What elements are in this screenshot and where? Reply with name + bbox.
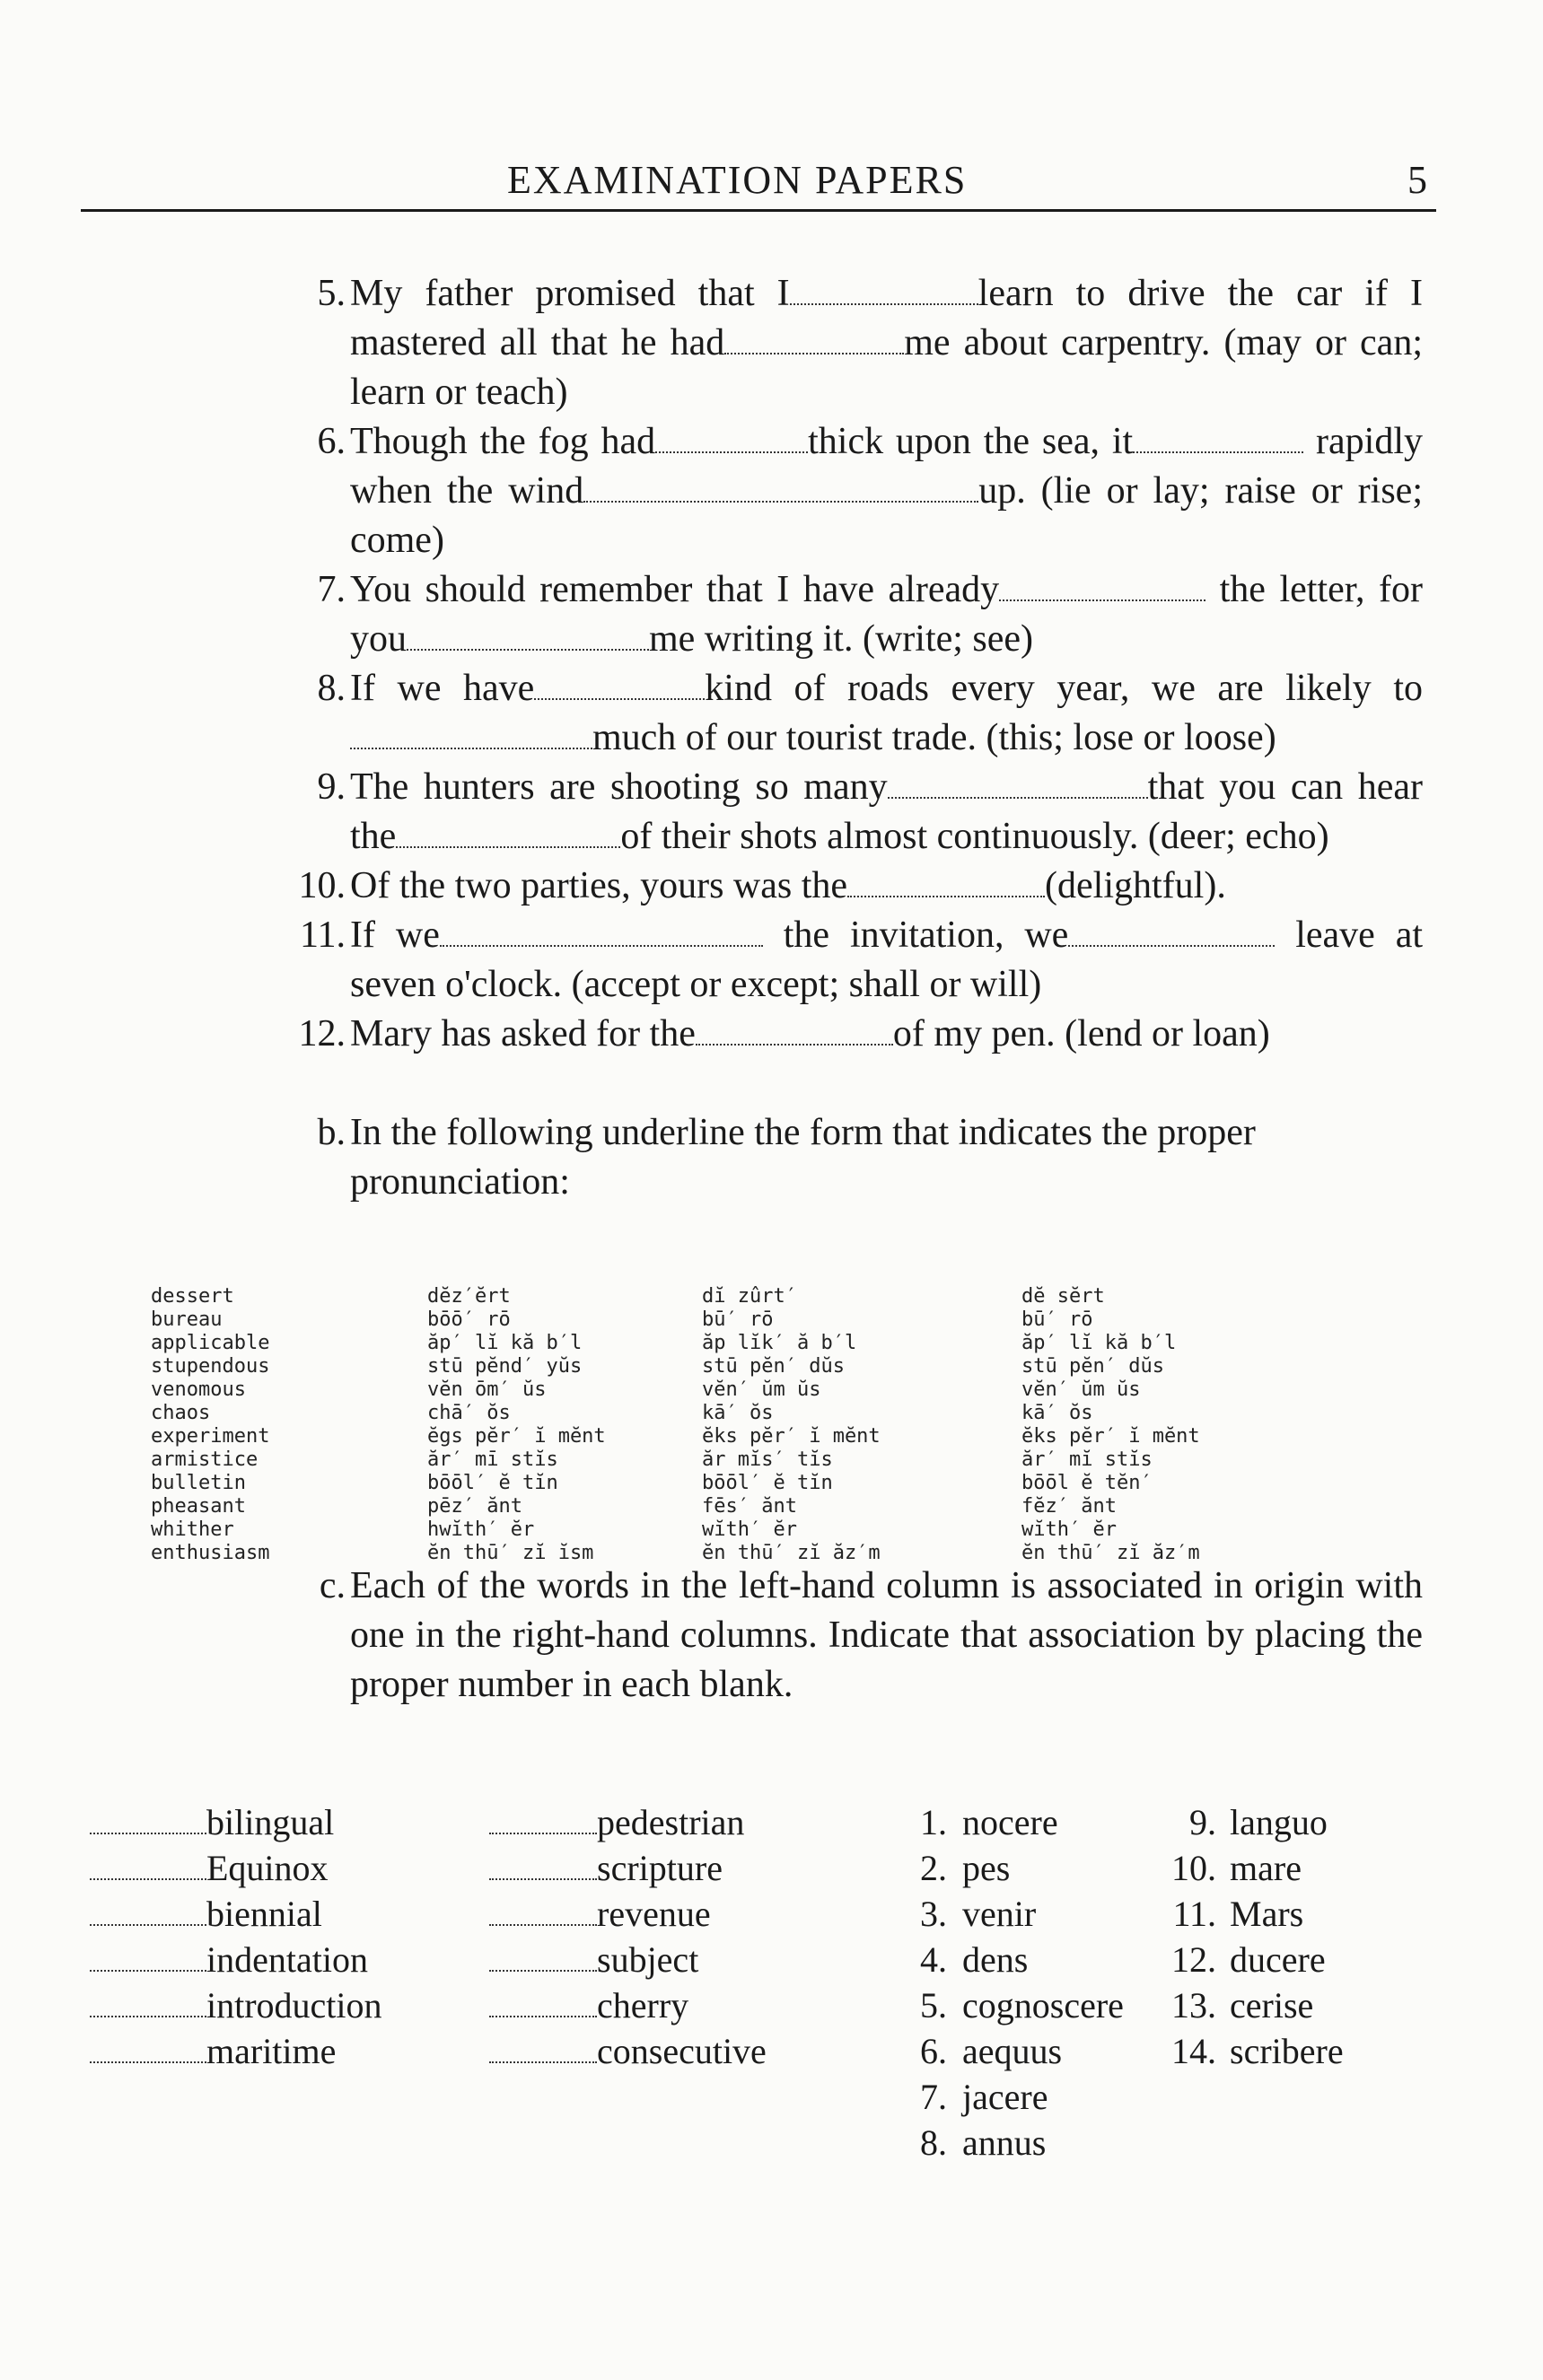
root-word: cerise: [1230, 1985, 1314, 2026]
answer-blank[interactable]: [90, 2061, 206, 2063]
pron-word: venomous: [151, 1378, 246, 1401]
answer-blank[interactable]: [90, 1970, 206, 1972]
header-rule: [81, 209, 1436, 212]
question-number: 9.: [317, 766, 346, 808]
root-number: 13.: [1171, 1985, 1216, 2026]
pron-option[interactable]: bū′ rō: [702, 1308, 774, 1331]
root-number: 12.: [1171, 1939, 1216, 1980]
root-word: jacere: [962, 2077, 1048, 2117]
pron-option[interactable]: bōōl′ ĕ tĭn: [702, 1472, 833, 1494]
question-text: Mary has asked for the: [350, 1013, 696, 1054]
pron-option[interactable]: kā′ ŏs: [1021, 1402, 1093, 1424]
question-text: the invitation, we: [783, 914, 1069, 956]
pron-word: chaos: [151, 1402, 211, 1424]
question-8: [301, 664, 1423, 763]
word-text: maritime: [206, 2031, 337, 2071]
answer-blank[interactable]: [489, 1878, 597, 1880]
word-text: cherry: [597, 1985, 689, 2026]
section-label: b.: [317, 1112, 346, 1153]
question-number: 10.: [298, 865, 346, 906]
root-word: cognoscere: [962, 1985, 1124, 2026]
word-text: revenue: [597, 1894, 711, 1934]
match-row: [90, 1845, 1436, 1891]
word-text: Equinox: [206, 1848, 329, 1888]
pron-option[interactable]: bōōl′ ĕ tĭn: [427, 1472, 558, 1494]
pron-option[interactable]: stū pĕn′ dŭs: [702, 1355, 845, 1378]
root-number: 5.: [920, 1985, 947, 2026]
pron-option[interactable]: fĕz′ ănt: [1021, 1495, 1117, 1518]
question-text: You should remember that I have already: [350, 569, 1000, 610]
question-text: The hunters are shooting so many: [350, 766, 888, 808]
answer-blank[interactable]: [888, 796, 1148, 799]
pron-word: enthusiasm: [151, 1542, 270, 1564]
answer-blank[interactable]: [790, 302, 978, 305]
pronunciation-row: [151, 1308, 1434, 1332]
section-instructions: In the following underline the form that indicates the proper pronunciation:: [350, 1112, 1256, 1203]
left-word: [90, 1845, 329, 1891]
answer-blank[interactable]: [90, 2016, 206, 2017]
root-word: nocere: [962, 1802, 1058, 1842]
word-text: introduction: [206, 1985, 382, 2026]
pron-word: bureau: [151, 1308, 223, 1331]
section-c: [301, 1562, 1423, 1710]
answer-blank[interactable]: [724, 352, 904, 354]
pron-option[interactable]: vĕn ōm′ ŭs: [427, 1378, 547, 1401]
root-number: 1.: [920, 1802, 947, 1842]
pron-option[interactable]: ĕn thū′ zĭ ĭsm: [427, 1542, 594, 1564]
question-number: 8.: [317, 668, 346, 709]
match-row: [90, 2120, 1436, 2166]
answer-blank[interactable]: [489, 1833, 597, 1834]
answer-blank[interactable]: [407, 648, 649, 651]
page-number: 5: [1407, 158, 1427, 202]
word-text: biennial: [206, 1894, 322, 1934]
question-text: up. (lie or lay; raise or rise; come): [350, 470, 1423, 561]
section-b: [301, 1108, 1423, 1207]
section-instructions: Each of the words in the left-hand column is associated in origin with one in the right-hand columns. Indicate that association by placing the proper number in each blank.: [350, 1565, 1423, 1705]
question-number: 7.: [317, 569, 346, 610]
pron-word: pheasant: [151, 1495, 246, 1518]
question-text: Though the fog had: [350, 421, 656, 462]
word-text: pedestrian: [597, 1802, 745, 1842]
middle-word: [489, 1982, 688, 2028]
match-row: [90, 1799, 1436, 1845]
answer-blank[interactable]: [583, 500, 978, 503]
match-row: [90, 1937, 1436, 1982]
answer-blank[interactable]: [1133, 451, 1303, 453]
root-word: mare: [1230, 1848, 1302, 1888]
left-word: [90, 1982, 382, 2028]
answer-blank[interactable]: [489, 2016, 597, 2017]
question-7: [301, 565, 1423, 664]
root-word: languo: [1230, 1802, 1328, 1842]
middle-word: [489, 1799, 744, 1845]
question-9: [301, 763, 1423, 862]
question-text: If we have: [350, 668, 535, 709]
pron-option[interactable]: dĕz′ĕrt: [427, 1285, 511, 1308]
question-text: that you can hear the: [350, 766, 1423, 857]
pron-option[interactable]: ăp′ lĭ kă b′l: [427, 1332, 583, 1354]
pronunciation-table: [151, 1285, 1434, 1565]
pronunciation-row: [151, 1332, 1434, 1355]
root-word: ducere: [1230, 1939, 1326, 1980]
word-text: subject: [597, 1939, 699, 1980]
question-text: of my pen. (lend or loan): [892, 1013, 1270, 1054]
question-text: leave at seven o'clock. (accept or except; shall or will): [350, 914, 1424, 1005]
pron-option[interactable]: pēz′ ănt: [427, 1495, 522, 1518]
answer-blank[interactable]: [90, 1924, 206, 1926]
question-text: If we: [350, 914, 440, 956]
root-number: 6.: [920, 2031, 947, 2071]
pron-option[interactable]: kā′ ŏs: [702, 1402, 774, 1424]
page-header: [81, 157, 1436, 211]
pron-option[interactable]: ăr mĭs′ tĭs: [702, 1448, 833, 1471]
middle-word: [489, 1845, 723, 1891]
question-text: much of our tourist trade. (this; lose or loose): [592, 717, 1276, 758]
pronunciation-row: [151, 1448, 1434, 1472]
question-6: [301, 417, 1423, 565]
pronunciation-row: [151, 1495, 1434, 1518]
question-text: Of the two parties, yours was the: [350, 865, 848, 906]
running-title: EXAMINATION PAPERS: [507, 158, 968, 202]
question-number: 6.: [317, 421, 346, 462]
pron-option[interactable]: vĕn′ ŭm ŭs: [1021, 1378, 1141, 1401]
match-row: [90, 2028, 1436, 2074]
question-number: 11.: [300, 914, 346, 956]
question-12: [298, 1010, 1423, 1059]
answer-blank[interactable]: [350, 747, 592, 749]
question-11: [301, 911, 1423, 1010]
pron-option[interactable]: fēs′ ănt: [702, 1495, 797, 1518]
question-number: 5.: [317, 273, 346, 314]
pronunciation-row: [151, 1285, 1434, 1308]
question-text: me about carpentry. (may or can; learn or teach): [350, 322, 1423, 413]
match-row: [90, 2074, 1436, 2120]
root-word: Mars: [1230, 1894, 1304, 1934]
matching-exercise: [90, 1799, 1436, 2166]
question-text: learn to drive the car if I mastered all that he had: [350, 273, 1423, 363]
answer-blank[interactable]: [90, 1833, 206, 1834]
question-text: me writing it. (write; see): [649, 618, 1034, 660]
pron-option[interactable]: ăp′ lĭ kă b′l: [1021, 1332, 1177, 1354]
pron-option[interactable]: wĭth′ ĕr: [702, 1518, 797, 1541]
pron-option[interactable]: dĭ zûrt′: [702, 1285, 797, 1308]
root-number: 3.: [920, 1894, 947, 1934]
left-word: [90, 1799, 334, 1845]
answer-blank[interactable]: [90, 1878, 206, 1880]
answer-blank[interactable]: [440, 944, 763, 947]
pron-option[interactable]: stū pĕnd′ yŭs: [427, 1355, 583, 1378]
question-text: kind of roads every year, we are likely to: [705, 668, 1424, 709]
answer-blank[interactable]: [489, 1970, 597, 1972]
match-row: [90, 1982, 1436, 2028]
root-word: venir: [962, 1894, 1037, 1934]
root-number: 2.: [920, 1848, 947, 1888]
pron-option[interactable]: bōō′ rō: [427, 1308, 511, 1331]
middle-word: [489, 1937, 698, 1982]
word-text: scripture: [597, 1848, 723, 1888]
pron-word: stupendous: [151, 1355, 270, 1378]
root-word: scribere: [1230, 2031, 1344, 2071]
pron-word: applicable: [151, 1332, 270, 1354]
answer-blank[interactable]: [534, 697, 705, 700]
root-word: dens: [962, 1939, 1029, 1980]
question-text: thick upon the sea, it: [808, 421, 1134, 462]
pron-option[interactable]: dĕ sĕrt: [1021, 1285, 1105, 1308]
pronunciation-row: [151, 1518, 1434, 1542]
pron-option[interactable]: ăr′ mī stĭs: [427, 1448, 558, 1471]
root-word: aequus: [962, 2031, 1063, 2071]
question-text: (delightful).: [1045, 865, 1226, 906]
root-number: 8.: [920, 2122, 947, 2163]
answer-blank[interactable]: [655, 451, 808, 453]
match-row: [90, 1891, 1436, 1937]
root-number: 7.: [920, 2077, 947, 2117]
question-5: [301, 269, 1423, 417]
section-label: c.: [319, 1565, 346, 1606]
pronunciation-row: [151, 1425, 1434, 1448]
pron-option[interactable]: chā′ ŏs: [427, 1402, 511, 1424]
left-word: [90, 2028, 336, 2074]
root-number: 14.: [1171, 2031, 1216, 2071]
pron-word: whither: [151, 1518, 234, 1541]
pron-word: dessert: [151, 1285, 234, 1308]
pron-option[interactable]: bōōl ĕ tĕn′: [1021, 1472, 1153, 1494]
left-word: [90, 1891, 322, 1937]
middle-word: [489, 1891, 711, 1937]
pron-option[interactable]: ĕks pĕr′ ĭ mĕnt: [702, 1425, 881, 1448]
answer-blank[interactable]: [396, 845, 620, 848]
question-text: of their shots almost continuously. (deer; echo): [620, 816, 1329, 857]
root-number: 9.: [1189, 1802, 1216, 1842]
pronunciation-row: [151, 1402, 1434, 1425]
left-word: [90, 1937, 368, 1982]
word-text: bilingual: [206, 1802, 335, 1842]
middle-word: [489, 2028, 767, 2074]
answer-blank[interactable]: [999, 599, 1205, 601]
pron-option[interactable]: wĭth′ ĕr: [1021, 1518, 1117, 1541]
question-10: [298, 862, 1423, 911]
answer-blank[interactable]: [847, 895, 1045, 897]
pron-option[interactable]: ăr′ mĭ stĭs: [1021, 1448, 1153, 1471]
question-number: 12.: [298, 1013, 346, 1054]
pron-word: armistice: [151, 1448, 259, 1471]
root-number: 10.: [1171, 1848, 1216, 1888]
question-text: rapidly when the wind: [350, 421, 1424, 512]
pronunciation-row: [151, 1472, 1434, 1495]
answer-blank[interactable]: [489, 2061, 597, 2063]
pron-option[interactable]: ĕn thū′ zĭ ăz′m: [1021, 1542, 1200, 1564]
pron-option[interactable]: ĕks pĕr′ ĭ mĕnt: [1021, 1425, 1200, 1448]
question-text: the letter, for you: [350, 569, 1423, 660]
pron-word: bulletin: [151, 1472, 246, 1494]
pron-option[interactable]: hwĭth′ ĕr: [427, 1518, 535, 1541]
word-text: indentation: [206, 1939, 368, 1980]
pron-option[interactable]: ĕgs pĕr′ ĭ mĕnt: [427, 1425, 606, 1448]
pron-option[interactable]: stū pĕn′ dŭs: [1021, 1355, 1164, 1378]
answer-blank[interactable]: [1068, 944, 1275, 947]
question-list: [298, 269, 1424, 1059]
root-word: annus: [962, 2122, 1047, 2163]
root-number: 4.: [920, 1939, 947, 1980]
pron-option[interactable]: ĕn thū′ zĭ ăz′m: [702, 1542, 881, 1564]
answer-blank[interactable]: [696, 1043, 893, 1046]
answer-blank[interactable]: [489, 1924, 597, 1926]
word-text: consecutive: [597, 2031, 767, 2071]
root-word: pes: [962, 1848, 1011, 1888]
pron-option[interactable]: bū′ rō: [1021, 1308, 1093, 1331]
pron-option[interactable]: ăp lĭk′ ă b′l: [702, 1332, 857, 1354]
pron-option[interactable]: vĕn′ ŭm ŭs: [702, 1378, 821, 1401]
pronunciation-row: [151, 1355, 1434, 1378]
root-number: 11.: [1172, 1894, 1216, 1934]
pronunciation-row: [151, 1378, 1434, 1402]
question-text: My father promised that I: [350, 273, 790, 314]
pron-word: experiment: [151, 1425, 270, 1448]
